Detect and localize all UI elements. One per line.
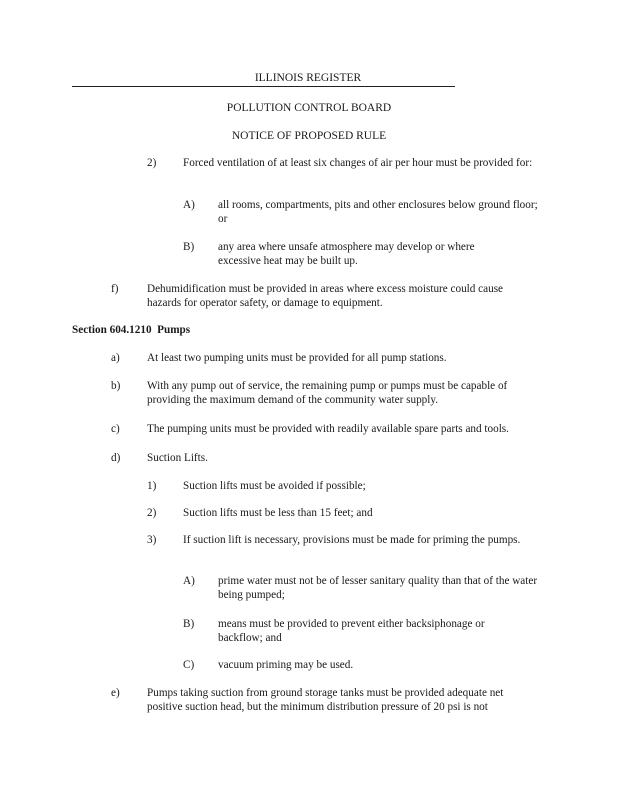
- item-text: At least two pumping units must be provided for all pump stations.: [147, 352, 447, 364]
- section-heading: [72, 323, 190, 337]
- item-label: d): [111, 452, 121, 464]
- item-text: all rooms, compartments, pits and other enclosures below ground floor; or: [218, 199, 538, 225]
- item-text: vacuum priming may be used.: [218, 659, 354, 671]
- item-label: 1): [147, 480, 157, 492]
- item-label: 2): [147, 157, 157, 169]
- item-label: A): [183, 199, 195, 211]
- header-rule: [72, 86, 455, 87]
- register-title: ILLINOIS REGISTER: [254, 72, 362, 84]
- board-title: POLLUTION CONTROL BOARD: [226, 102, 392, 114]
- notice-title: NOTICE OF PROPOSED RULE: [231, 130, 387, 142]
- item-label: A): [183, 575, 195, 587]
- item-text: Dehumidification must be provided in areas where excess moisture could cause hazards for operator safety, or damage to equipment.: [147, 283, 504, 309]
- item-label: 3): [147, 534, 157, 546]
- item-label: f): [111, 283, 119, 295]
- item-text: If suction lift is necessary, provisions must be made for priming the pumps.: [183, 534, 521, 546]
- item-label: b): [111, 380, 121, 392]
- item-text: Suction Lifts.: [147, 452, 208, 464]
- item-text: With any pump out of service, the remaining pump or pumps must be capable of providing the maximum demand of the community water supply.: [147, 380, 508, 406]
- item-label: c): [111, 423, 120, 435]
- section-number: Section 604.1210: [72, 324, 152, 336]
- item-text: any area where unsafe atmosphere may develop or where excessive heat may be built up.: [218, 241, 475, 267]
- item-label: 2): [147, 507, 157, 519]
- item-text: Forced ventilation of at least six changes of air per hour must be provided for:: [183, 157, 533, 169]
- item-label: B): [183, 618, 195, 630]
- item-label: e): [111, 687, 120, 699]
- item-text: prime water must not be of lesser sanitary quality than that of the water being pumped;: [218, 575, 538, 601]
- item-text: Suction lifts must be less than 15 feet; and: [183, 507, 373, 519]
- item-text: Suction lifts must be avoided if possible;: [183, 480, 366, 492]
- item-text: means must be provided to prevent either backsiphonage or backflow; and: [218, 618, 485, 644]
- item-label: B): [183, 241, 195, 253]
- item-label: a): [111, 352, 120, 364]
- item-text: Pumps taking suction from ground storage tanks must be provided adequate net positive suction head, but the minimum distribution pressure of 20 psi is not: [147, 687, 504, 713]
- section-title: Pumps: [157, 324, 191, 336]
- item-text: The pumping units must be provided with readily available spare parts and tools.: [147, 423, 509, 435]
- item-label: C): [183, 659, 195, 671]
